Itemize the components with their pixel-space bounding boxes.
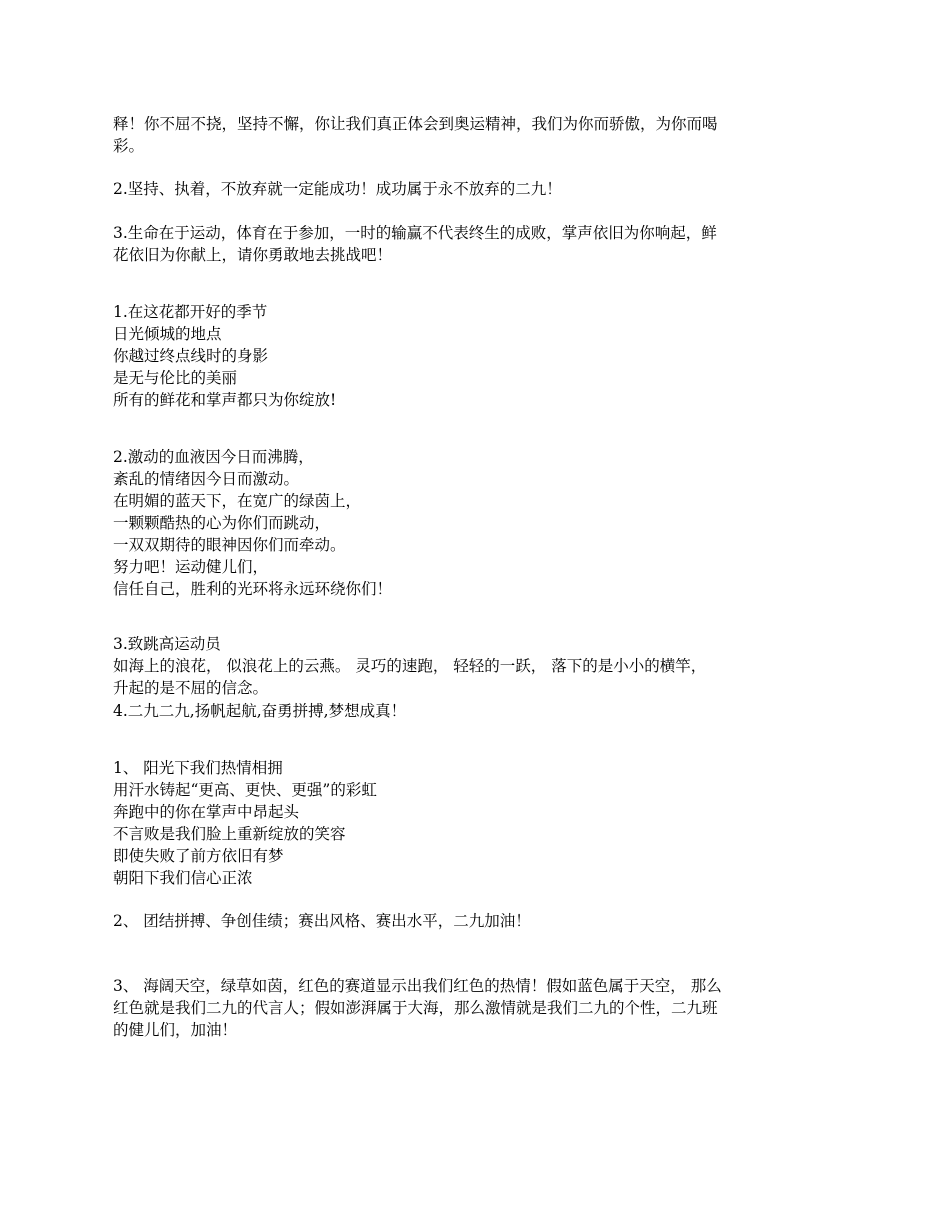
text-line: 释！你不屈不挠，坚持不懈，你让我们真正体会到奥运精神，我们为你而骄傲，为你而喝 bbox=[113, 115, 718, 133]
text-line: 红色就是我们二九的代言人；假如澎湃属于大海，那么激情就是我们二九的个性，二九班 bbox=[113, 999, 718, 1017]
text-line: 你越过终点线时的身影 bbox=[113, 347, 269, 365]
text-line: 不言败是我们脸上重新绽放的笑容 bbox=[113, 825, 346, 843]
text-line: 3.生命在于运动，体育在于参加，一时的输赢不代表终生的成败，掌声依旧为你响起，鲜 bbox=[113, 224, 717, 242]
text-line: 花依旧为你献上，请你勇敢地去挑战吧！ bbox=[113, 246, 393, 264]
text-line: 即使失败了前方依旧有梦 bbox=[113, 847, 284, 865]
text-line: 用汗水铸起“更高、更快、更强”的彩虹 bbox=[113, 781, 377, 799]
text-line: 3.致跳高运动员 bbox=[113, 635, 221, 653]
text-line: 3、 海阔天空，绿草如茵，红色的赛道显示出我们红色的热情！假如蓝色属于天空， 那么 bbox=[113, 977, 722, 995]
text-line: 的健儿们，加油！ bbox=[113, 1021, 238, 1039]
text-line: 2.激动的血液因今日而沸腾， bbox=[113, 448, 314, 466]
text-line: 1、 阳光下我们热情相拥 bbox=[113, 759, 283, 777]
text-line: 在明媚的蓝天下，在宽广的绿茵上， bbox=[113, 492, 362, 510]
text-line: 2.坚持、执着，不放弃就一定能成功！成功属于永不放弃的二九！ bbox=[113, 180, 562, 198]
text-line: 彩。 bbox=[113, 137, 145, 155]
text-line: 是无与伦比的美丽 bbox=[113, 369, 238, 387]
text-line: 如海上的浪花， 似浪花上的云燕。 灵巧的速跑， 轻轻的一跃， 落下的是小小的横竿， bbox=[113, 657, 707, 675]
text-line: 努力吧！运动健儿们， bbox=[113, 558, 269, 576]
text-line: 一双双期待的眼神因你们而牵动。 bbox=[113, 536, 346, 554]
text-line: 朝阳下我们信心正浓 bbox=[113, 869, 253, 887]
text-line: 日光倾城的地点 bbox=[113, 325, 222, 343]
text-line: 1.在这花都开好的季节 bbox=[113, 303, 268, 321]
text-line: 升起的是不屈的信念。 bbox=[113, 679, 269, 697]
text-line: 紊乱的情绪因今日而激动。 bbox=[113, 470, 300, 488]
text-line: 奔跑中的你在掌声中昂起头 bbox=[113, 803, 300, 821]
text-line: 2、 团结拼搏、争创佳绩；赛出风格、赛出水平，二九加油！ bbox=[113, 912, 531, 930]
text-line: 所有的鲜花和掌声都只为你绽放! bbox=[113, 391, 337, 409]
text-line: 一颗颗酷热的心为你们而跳动， bbox=[113, 514, 331, 532]
text-line: 信任自己，胜利的光环将永远环绕你们！ bbox=[113, 580, 393, 598]
text-line: 4.二九二九,扬帆起航,奋勇拼搏,梦想成真！ bbox=[113, 702, 407, 720]
